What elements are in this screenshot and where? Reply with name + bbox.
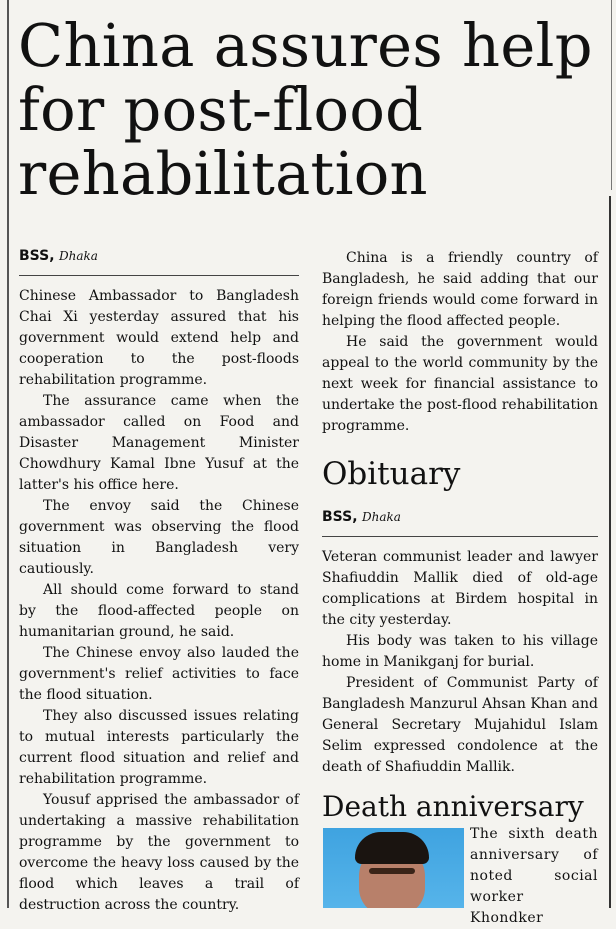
byline-source: BSS, xyxy=(19,248,55,264)
headline-line: for post-flood xyxy=(18,75,424,144)
headline-line: China assures help xyxy=(18,11,593,80)
paragraph: They also discussed issues relating to mutual interests particularly the current flood situation and relief and rehabilitation programme. xyxy=(19,708,299,787)
byline-rule xyxy=(19,275,299,276)
obituary-title: Obituary xyxy=(322,456,461,492)
obituary-byline-rule xyxy=(322,536,598,537)
byline-place: Dhaka xyxy=(58,249,98,263)
byline-place: Dhaka xyxy=(361,510,401,524)
text-line: worker Khondker xyxy=(470,889,544,926)
paragraph: His body was taken to his village home in Manikganj for burial. xyxy=(322,633,598,670)
main-story-column-2 xyxy=(322,248,598,437)
paragraph: The assurance came when the ambassador called on Food and Disaster Management Minister Chowdhury Kamal Ibne Yusuf at the latter's his office here. xyxy=(19,393,299,493)
paragraph: The envoy said the Chinese government was observing the flood situation in Bangladesh very cautiously. xyxy=(19,498,299,577)
obituary-byline xyxy=(322,509,401,525)
death-anniversary-body xyxy=(470,824,598,929)
paragraph: Veteran communist leader and lawyer Shafiuddin Mallik died of old-age complications at Birdem hospital in the city yesterday. xyxy=(322,549,598,628)
main-byline xyxy=(19,248,98,264)
paragraph: President of Communist Party of Bangladesh Manzurul Ahsan Khan and General Secretary Mujahidul Islam Selim expressed condolence at the death of Shafiuddin Mallik. xyxy=(322,675,598,775)
paragraph: All should come forward to stand by the flood-affected people on humanitarian ground, he said. xyxy=(19,582,299,640)
paragraph: Yousuf apprised the ambassador of undertaking a massive rehabilitation programme by the government to overcome the heavy loss caused by the flood which leaves a trail of destruction across the country. xyxy=(19,792,299,913)
text-line: anniversary of xyxy=(470,847,598,863)
portrait-photo xyxy=(323,828,464,908)
paragraph: He said the government would appeal to the world community by the next week for financial assistance to undertake the post-flood rehabilitation programme. xyxy=(322,334,598,434)
text-line: noted social xyxy=(470,868,598,884)
paragraph: The Chinese envoy also lauded the government's relief activities to face the flood situation. xyxy=(19,645,299,703)
main-story-column-1 xyxy=(19,286,299,916)
column-rule-right-lower xyxy=(609,196,611,908)
paragraph: China is a friendly country of Bangladesh, he said adding that our foreign friends would come forward in helping the flood affected people. xyxy=(322,250,598,329)
headline xyxy=(18,11,613,208)
text-line: The sixth death xyxy=(470,826,598,842)
byline-source: BSS, xyxy=(322,509,358,525)
headline-line: rehabilitation xyxy=(18,139,428,208)
column-rule-left xyxy=(7,0,9,908)
paragraph: Chinese Ambassador to Bangladesh Chai Xi yesterday assured that his government would extend help and cooperation to the post-floods rehabilitation programme. xyxy=(19,288,299,388)
death-anniversary-title: Death anniversary xyxy=(322,790,584,823)
obituary-body xyxy=(322,547,598,778)
